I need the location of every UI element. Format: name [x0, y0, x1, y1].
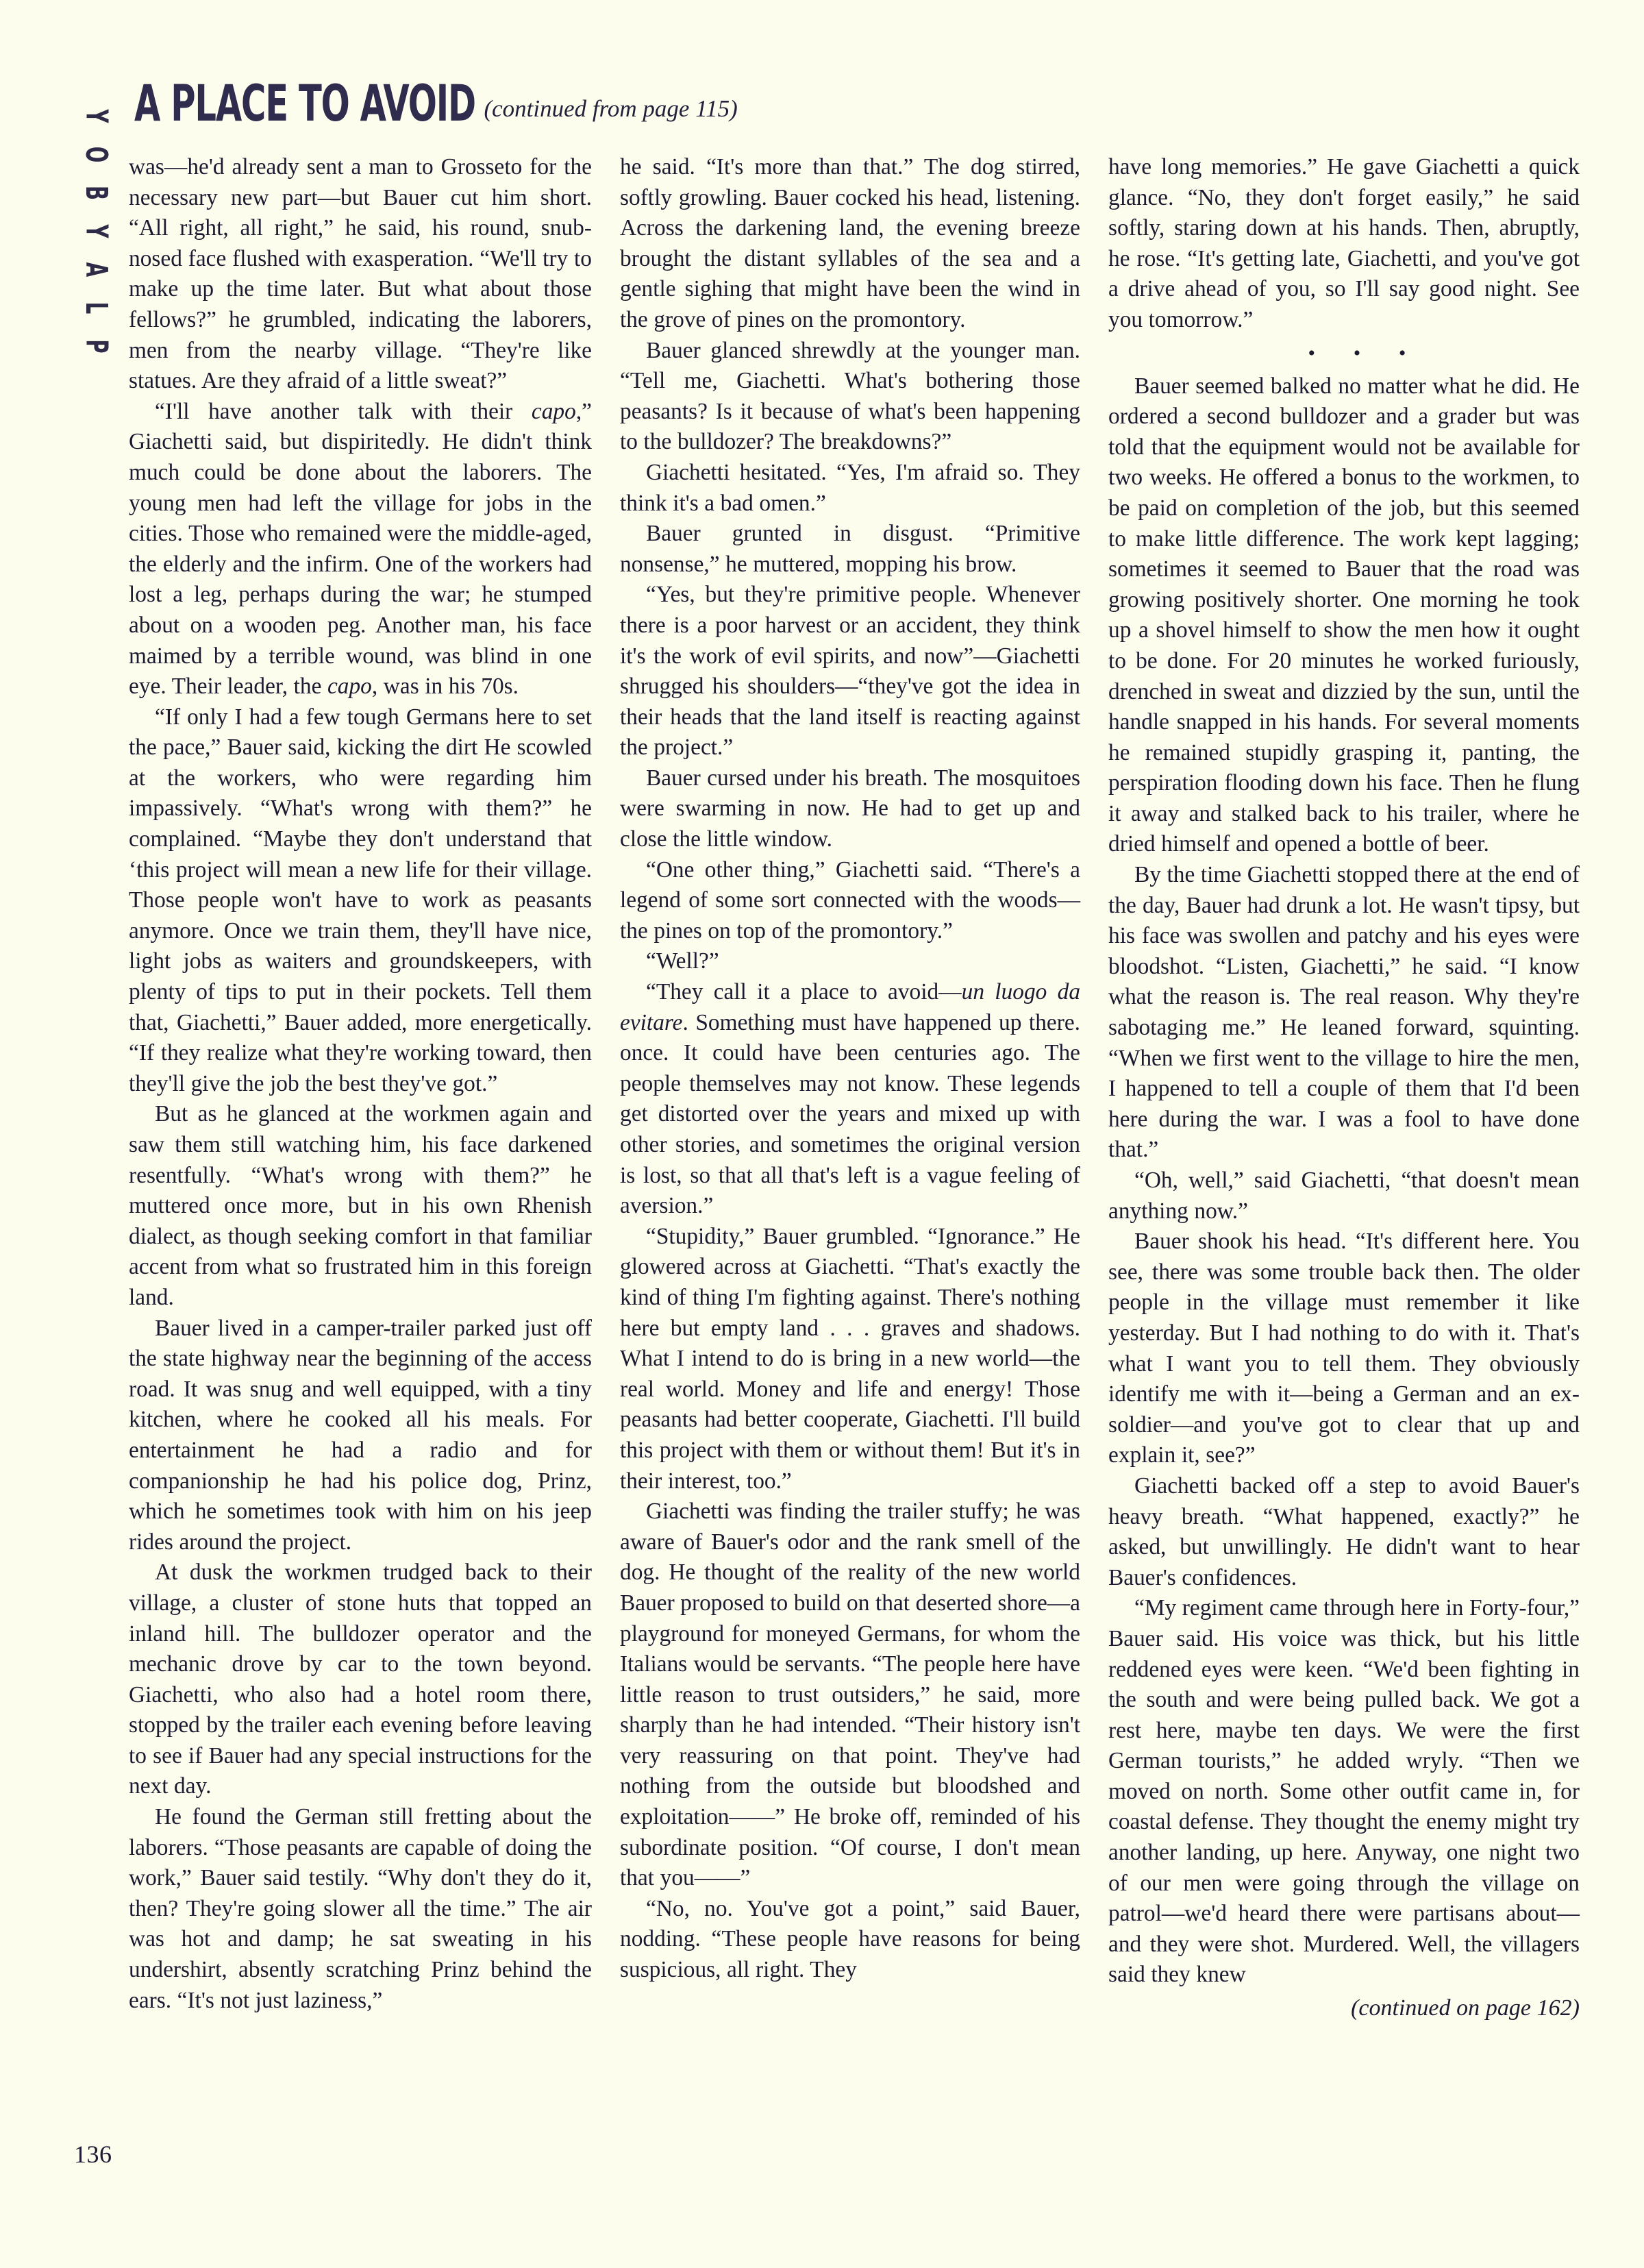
scene-break: • • •	[1308, 341, 1423, 365]
text-column-2	[620, 152, 1080, 2180]
paragraph: “Yes, but they're primitive people. Whenever there is a poor harvest or an accident, they think it's the work of evil spirits, and now”—Giachetti shrugged his shoulders—“they've got the idea in their heads that the land itself is reacting against the project.”	[620, 582, 1080, 761]
continued-on-note: (continued on page 162)	[1351, 1995, 1580, 2021]
paragraph: was—he'd already sent a man to Grosseto for the necessary new part—but Bauer cut him short. “All right, all right,” he said, his round, snub-nosed face flushed with exasperation. “We'll try to make up the time later. But what about those fellows?” he grumbled, indicating the laborers, men from the nearby village. “They're like statues. Are they afraid of a little sweat?”	[129, 154, 592, 394]
paragraph: “If only I had a few tough Germans here to set the pace,” Bauer said, kicking the dirt He scowled at the workers, who were regarding him impassively. “What's wrong with them?” he complained. “Maybe they don't understand that ʻthis project will mean a new life for their village. Those people won't have to work as peasants anymore. Once we train them, they'll have nice, light jobs as waiters and groundskeepers, with plenty of tips to put in their pockets. Tell them that, Giachetti,” Bauer added, more energetically. “If they realize what they're working toward, then they'll give the job the best they've got.”	[129, 704, 592, 1096]
paragraph: “I'll have another talk with their capo,” Giachetti said, but dispiritedly. He didn't think much could be done about the laborers. The young men had left the village for jobs in the cities. Those who remained were the middle-aged, the elderly and the infirm. One of the workers had lost a leg, perhaps during the war; he stumped about on a wooden peg. Another man, his face maimed by a terrible wound, was blind in one eye. Their leader, the capo, was in his 70s.	[129, 398, 592, 700]
paragraph: “No, no. You've got a point,” said Bauer, nodding. “These people have reasons for being suspicious, all right. They	[620, 1895, 1080, 1983]
paragraph: “One other thing,” Giachetti said. “There's a legend of some sort connected with the woods—the pines on top of the promontory.”	[620, 856, 1080, 944]
spine-letter: Y	[78, 109, 114, 123]
paragraph: “My regiment came through here in Forty-four,” Bauer said. His voice was thick, but his little reddened eyes were keen. “We'd been fighting in the south and were being pulled back. We got a rest here, maybe ten days. We were the first German tourists,” he added wryly. “Then we moved on north. Some other outfit came in, for coastal defense. They thought the enemy might try another landing, up here. Anyway, one night two of our men were going through the village on patrol—we'd heard there were partisans about—and they were shot. Murdered. Well, the villagers said they knew	[1108, 1595, 1580, 1988]
spine-letter: O	[78, 146, 114, 162]
paragraph: Bauer shook his head. “It's different here. You see, there was some trouble back then. The older people in the village must remember it like yesterday. But I had nothing to do with it. That's what I want you to tell them. They obviously identify me with it—being a German and an ex-soldier—and you've got to clear that up and explain it, see?”	[1108, 1229, 1580, 1468]
paragraph: Bauer lived in a camper-trailer parked just off the state highway near the beginning of the access road. It was snug and well equipped, with a tiny kitchen, where he cooked all his meals. For entertainment he had a radio and for companionship he had his police dog, Prinz, which he sometimes took with him on his jeep rides around the project.	[129, 1315, 592, 1555]
text-column-1	[129, 152, 592, 2180]
paragraph: Bauer glanced shrewdly at the younger man. “Tell me, Giachetti. What's bothering those peasants? Is it because of what's been happening to the bulldozer? The breakdowns?”	[620, 337, 1080, 455]
page-title: A PLACE TO AVOID	[134, 73, 475, 133]
paragraph: Bauer grunted in disgust. “Primitive nonsense,” he muttered, mopping his brow.	[620, 521, 1080, 577]
playboy-spine-label	[74, 82, 116, 356]
paragraph: “Stupidity,” Bauer grumbled. “Ignorance.” He glowered across at Giachetti. “That's exactly the kind of thing I'm fighting against. There's nothing here but empty land . . . graves and shadows. What I intend to do is bring in a new world—the real world. Money and life and energy! Those peasants had better cooperate, Giachetti. I'll build this project with them or without them! But it's in their interest, too.”	[620, 1223, 1080, 1494]
paragraph: Bauer cursed under his breath. The mosquitoes were swarming in now. He had to get up and close the little window.	[620, 765, 1080, 852]
article-header	[134, 73, 1586, 149]
paragraph: He found the German still fretting about the laborers. “Those peasants are capable of doing the work,” Bauer said testily. “Why don't they do it, then? They're going slower all the time.” The air was hot and damp; he sat sweating in his undershirt, absently scratching Prinz behind the ears. “It's not just laziness,”	[129, 1804, 592, 2013]
text-column-3	[1108, 152, 1580, 2180]
paragraph: “Oh, well,” said Giachetti, “that doesn't mean anything now.”	[1108, 1168, 1580, 1224]
spine-letter: A	[78, 262, 114, 277]
spine-letter: Y	[78, 224, 114, 238]
spine-letter: P	[78, 339, 114, 353]
paragraph: Giachetti was finding the trailer stuffy; he was aware of Bauer's odor and the rank smell of the dog. He thought of the reality of the new world Bauer proposed to build on that deserted shore—a playground for moneyed Germans, for whom the Italians would be servants. “The people here have little reason to trust outsiders,” he said, more sharply than he had intended. “Their history isn't very reassuring on that point. They've had nothing from the outside but bloodshed and exploitation——” He broke off, reminded of his subordinate position. “Of course, I don't mean that you——”	[620, 1499, 1080, 1891]
paragraph: he said. “It's more than that.” The dog stirred, softly growling. Bauer cocked his head, listening. Across the darkening land, the evening breeze brought the distant syllables of the sea and a gentle sighing that might have been the wind in the grove of pines on the promontory.	[620, 154, 1080, 332]
paragraph: But as he glanced at the workmen again and saw them still watching him, his face darkened resentfully. “What's wrong with them?” he muttered once more, but in his own Rhenish dialect, as though seeking comfort in that familiar accent from what so frustrated him in this foreign land.	[129, 1101, 592, 1310]
spine-letter: L	[78, 301, 114, 314]
paragraph: At dusk the workmen trudged back to their village, a cluster of stone huts that topped an inland hill. The bulldozer operator and the mechanic drove by car to the town beyond. Giachetti, who also had a hotel room there, stopped by the trailer each evening before leaving to see if Bauer had any special instructions for the next day.	[129, 1560, 592, 1799]
paragraph: “They call it a place to avoid—un luogo da evitare. Something must have happened up there. once. It could have been centuries ago. The people themselves may not know. These legends get distorted over the years and mixed up with other stories, and sometimes the original version is lost, so that all that's left is a vague feeling of aversion.”	[620, 979, 1081, 1219]
continued-from-note: (continued from page 115)	[484, 95, 738, 122]
paragraph: “Well?”	[646, 948, 719, 974]
paragraph: have long memories.” He gave Giachetti a quick glance. “No, they don't forget easily,” he said softly, staring down at his hands. Then, abruptly, he rose. “It's getting late, Giachetti, and you've got a drive ahead of you, so I'll say good night. See you tomorrow.”	[1108, 154, 1580, 332]
paragraph: By the time Giachetti stopped there at the end of the day, Bauer had drunk a lot. He wasn't tipsy, but his face was swollen and patchy and his eyes were bloodshot. “Listen, Giachetti,” he said. “I know what the reason is. The real reason. Why they're sabotaging me.” He leaned forward, squinting. “When we first went to the village to hire the men, I happened to tell a couple of them that I'd been here during the war. I was a fool to have done that.”	[1108, 862, 1580, 1163]
paragraph: Giachetti backed off a step to avoid Bauer's heavy breath. “What happened, exactly?” he asked, but unwillingly. He didn't want to hear Bauer's confidences.	[1108, 1472, 1580, 1590]
page-number: 136	[74, 2141, 112, 2168]
spine-letter: B	[78, 185, 114, 200]
paragraph: Bauer seemed balked no matter what he did. He ordered a second bulldozer and a grader but was told that the equipment would not be available for two weeks. He offered a bonus to the workmen, to be paid on completion of the job, but this seemed to make little difference. The work kept lagging; sometimes it seemed to Bauer that the road was growing positively shorter. One morning he took up a shovel himself to show the men how it ought to be done. For 20 minutes he worked furiously, drenched in sweat and dizzied by the sun, until the handle snapped in his hands. For several moments he remained stupidly grasping it, panting, the perspiration flooding down his face. Then he flung it away and stalked back to his trailer, where he dried himself and opened a bottle of beer.	[1108, 373, 1580, 857]
paragraph: Giachetti hesitated. “Yes, I'm afraid so. They think it's a bad omen.”	[620, 459, 1080, 516]
article-body	[129, 152, 1580, 2180]
